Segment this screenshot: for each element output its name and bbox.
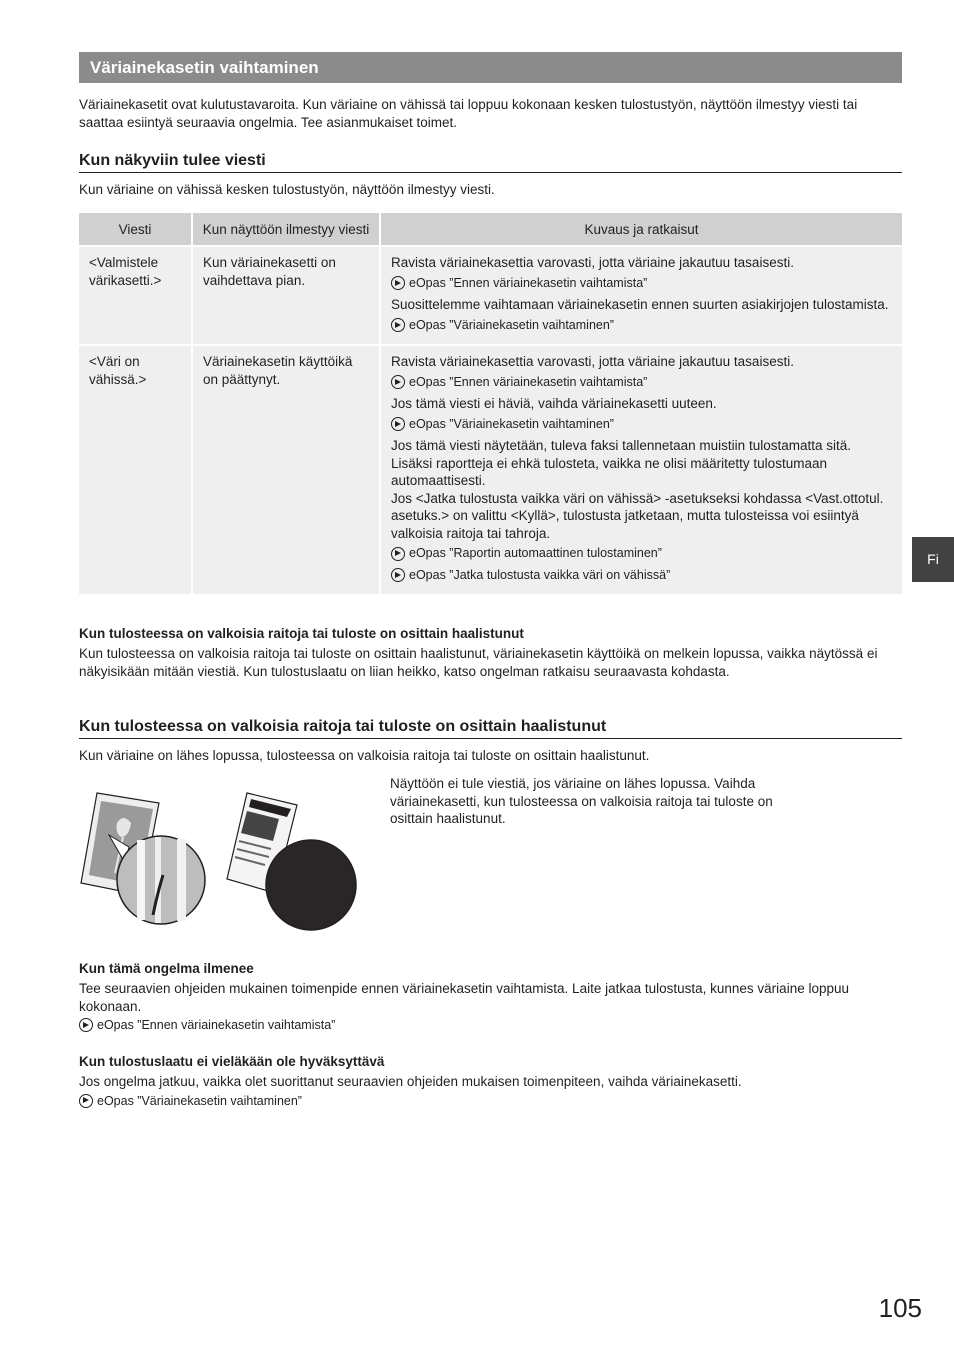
description-text: Ravista väriainekasettia varovasti, jotta väriaine jakautuu tasaisesti. (391, 255, 794, 270)
row-description (381, 346, 902, 594)
description-text: Jos tämä viesti näytetään, tuleva faksi tallennetaan muistiin tulostamatta sitä. Lisäksi raportteja ei ehkä tulosteta, vaikka ne olisi määritetty tulostumaan automaattisesti. (391, 438, 851, 488)
document-print-sample (227, 793, 356, 930)
table-header-message: Viesti (79, 213, 191, 245)
page-number: 105 (878, 1293, 922, 1323)
message-lead: Kun väriaine on vähissä kesken tulostustyön, näyttöön ilmestyy viesti. (79, 182, 495, 197)
occurs-body: Tee seuraavien ohjeiden mukainen toimenpide ennen väriainekasetin vaihtamista. Laite jatkaa tulostusta, kunnes väriaine loppuu kokonaan. (79, 981, 849, 1014)
eopas-reference[interactable]: eOpas ”Jatka tulostusta vaikka väri on vähissä” (391, 567, 892, 585)
description-text: Jos <Jatka tulostusta vaikka väri on vähissä> -asetukseksi kohdassa <Vast.ottotul. asetuks.> on valittu <Kyllä>, tulostusta jatketaan, mutta tulosteissa voi esiintyä valkoisia raitoja tai tahroja. (391, 490, 884, 541)
arrow-circle-icon (391, 276, 405, 290)
eopas-reference[interactable]: eOpas ”Ennen väriainekasetin vaihtamista” (391, 374, 892, 392)
row-when: Väriainekasetin käyttöikä on päättynyt. (193, 346, 379, 594)
eopas-reference[interactable]: eOpas ”Väriainekasetin vaihtaminen” (79, 1094, 902, 1108)
message-heading: Kun näkyviin tulee viesti (79, 152, 902, 173)
row-when: Kun väriainekasetti on vaihdettava pian. (193, 247, 379, 344)
arrow-circle-icon (391, 568, 405, 582)
language-tab[interactable]: Fi (912, 537, 954, 582)
description-text: Suosittelemme vaihtamaan väriainekasetin ennen suurten asiakirjojen tulostamista. (391, 297, 889, 312)
eopas-reference[interactable]: eOpas ”Väriainekasetin vaihtaminen” (391, 416, 892, 434)
table-row (79, 247, 902, 344)
figure-description: Näyttöön ei tule viestiä, jos väriaine on lähes lopussa. Vaihda väriainekasetti, kun tulosteessa on valkoisia raitoja tai tuloste on osittain haalistunut. (390, 776, 773, 826)
eopas-reference[interactable]: eOpas ”Väriainekasetin vaihtaminen” (391, 317, 892, 335)
description-text: Jos tämä viesti ei häviä, vaihda väriainekasetti uuteen. (391, 396, 717, 411)
figure-row (79, 775, 902, 935)
occurs-title: Kun tämä ongelma ilmenee (79, 961, 254, 976)
arrow-circle-icon (391, 417, 405, 431)
eopas-reference[interactable]: eOpas ”Ennen väriainekasetin vaihtamista” (391, 275, 892, 293)
arrow-circle-icon (79, 1094, 93, 1108)
table-header-description: Kuvaus ja ratkaisut (381, 213, 902, 245)
print-sample-illustration (79, 775, 369, 935)
page-content (79, 52, 902, 1112)
table-header-row (79, 213, 902, 245)
arrow-circle-icon (391, 547, 405, 561)
description-text: Ravista väriainekasettia varovasti, jotta väriaine jakautuu tasaisesti. (391, 354, 794, 369)
arrow-circle-icon (79, 1018, 93, 1032)
note-title: Kun tulosteessa on valkoisia raitoja tai tuloste on osittain haalistunut (79, 626, 524, 641)
streak-heading: Kun tulosteessa on valkoisia raitoja tai tuloste on osittain haalistunut (79, 718, 902, 739)
arrow-circle-icon (391, 318, 405, 332)
table-row (79, 346, 902, 594)
row-description (381, 247, 902, 344)
arrow-circle-icon (391, 375, 405, 389)
eopas-reference[interactable]: eOpas ”Ennen väriainekasetin vaihtamista” (79, 1018, 902, 1032)
message-table (77, 211, 904, 596)
note-body: Kun tulosteessa on valkoisia raitoja tai tuloste on osittain haalistunut, väriainekasetin käyttöikä on melkein lopussa, vaikka näytössä ei näkyisikään mitään viestiä. Kun tulostuslaatu on liian heikko, katso ongelman ratkaisu seuraavasta kohdasta. (79, 646, 878, 679)
photo-print-sample (81, 793, 205, 924)
quality-title: Kun tulostuslaatu ei vieläkään ole hyväksyttävä (79, 1054, 385, 1069)
quality-body: Jos ongelma jatkuu, vaikka olet suorittanut seuraavien ohjeiden mukaisen toimenpiteen, vaihda väriainekasetti. (79, 1074, 742, 1089)
eopas-reference[interactable]: eOpas ”Raportin automaattinen tulostaminen” (391, 545, 892, 563)
row-message: <Väri on vähissä.> (79, 346, 191, 594)
streak-lead: Kun väriaine on lähes lopussa, tulosteessa on valkoisia raitoja tai tuloste on osittain haalistunut. (79, 748, 650, 763)
intro-text: Väriainekasetit ovat kulutustavaroita. Kun väriaine on vähissä tai loppuu kokonaan kesken tulostustyön, näyttöön ilmestyy viesti tai saattaa esiintyä seuraavia ongelmia. Tee asianmukaiset toimet. (79, 97, 858, 130)
table-header-when: Kun näyttöön ilmestyy viesti (193, 213, 379, 245)
section-title: Väriainekasetin vaihtaminen (79, 52, 902, 83)
row-message: <Valmistele värikasetti.> (79, 247, 191, 344)
